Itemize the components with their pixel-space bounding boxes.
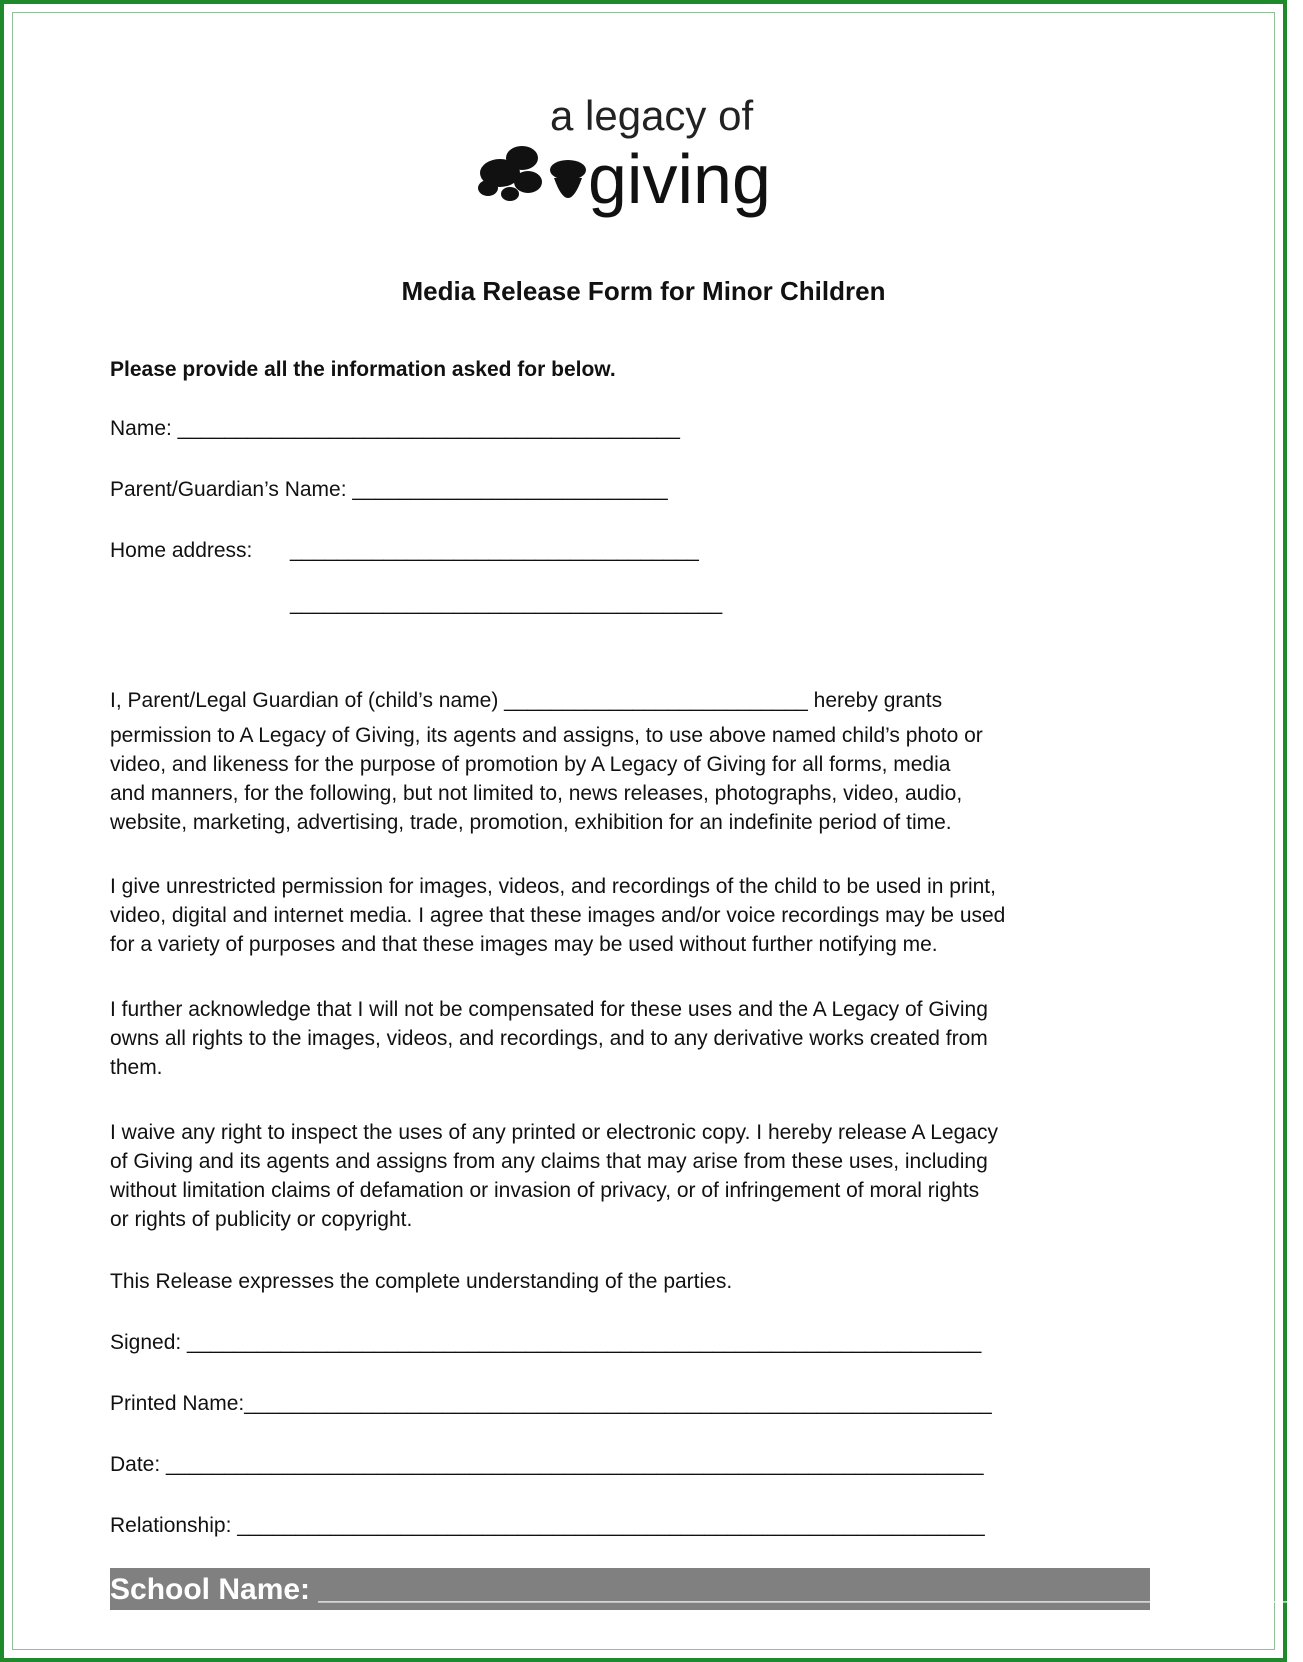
relationship-field[interactable]: Relationship: ________________________________________________________________ [110,1514,985,1537]
school-name-underline [110,1606,1150,1609]
paragraph-line: them. [110,1056,163,1079]
paragraph-line: of Giving and its agents and assigns from any claims that may arise from these uses, including [110,1150,988,1173]
paragraph-line: without limitation claims of defamation or invasion of privacy, or of infringement of moral rights [110,1179,980,1202]
paragraph-line: I further acknowledge that I will not be compensated for these uses and the A Legacy of Giving [110,998,988,1021]
school-name-field[interactable]: School Name: ___________________________________________________________ [110,1568,1150,1610]
paragraph-line: and manners, for the following, but not limited to, news releases, photographs, video, audio, [110,782,963,805]
paragraph-line: permission to A Legacy of Giving, its agents and assigns, to use above named child’s photo or [110,724,983,747]
guardian-name-field[interactable]: Parent/Guardian’s Name: ___________________________ [110,478,668,501]
paragraph-line: video, digital and internet media. I agree that these images and/or voice recordings may be used [110,904,1006,927]
legacy-of-giving-logo [470,78,810,228]
acorn-icon [550,160,586,198]
paragraph-line: I waive any right to inspect the uses of any printed or electronic copy. I hereby release A Legacy [110,1121,998,1144]
signed-field[interactable]: Signed: ____________________________________________________________________ [110,1331,982,1354]
instruction-text: Please provide all the information asked for below. [110,358,616,381]
paragraph-line: owns all rights to the images, videos, and recordings, and to any derivative works created from [110,1027,988,1050]
name-field[interactable]: Name: ___________________________________________ [110,417,680,440]
paragraph-line: I give unrestricted permission for images, videos, and recordings of the child to be used in print, [110,875,996,898]
form-title: Media Release Form for Minor Children [401,276,886,306]
compensation-paragraph [110,995,1120,1082]
oak-leaf-icon [478,146,542,201]
release-statement: This Release expresses the complete understanding of the parties. [110,1270,733,1293]
paragraph-line: website, marketing, advertising, trade, promotion, exhibition for an indefinite period of time. [110,811,952,834]
date-field[interactable]: Date: ______________________________________________________________________ [110,1453,984,1476]
home-address-line-1[interactable]: ___________________________________ [290,539,699,562]
home-address-line-2[interactable]: _____________________________________ [290,592,723,615]
logo-text-line2: giving [588,140,771,218]
paragraph-line: video, and likeness for the purpose of promotion by A Legacy of Giving for all forms, media [110,753,951,776]
home-address-label: Home address: [110,539,253,562]
paragraph-line: or rights of publicity or copyright. [110,1208,413,1231]
grant-paragraph [110,686,1120,837]
permission-paragraph [110,872,1120,959]
waiver-paragraph [110,1118,1120,1234]
paragraph-line: for a variety of purposes and that these images may be used without further notifying me. [110,933,938,956]
printed-name-field[interactable]: Printed Name:________________________________________________________________ [110,1392,992,1415]
logo-text-line1: a legacy of [550,92,754,139]
paragraph-line: I, Parent/Legal Guardian of (child’s name) __________________________ hereby grants [110,689,943,712]
